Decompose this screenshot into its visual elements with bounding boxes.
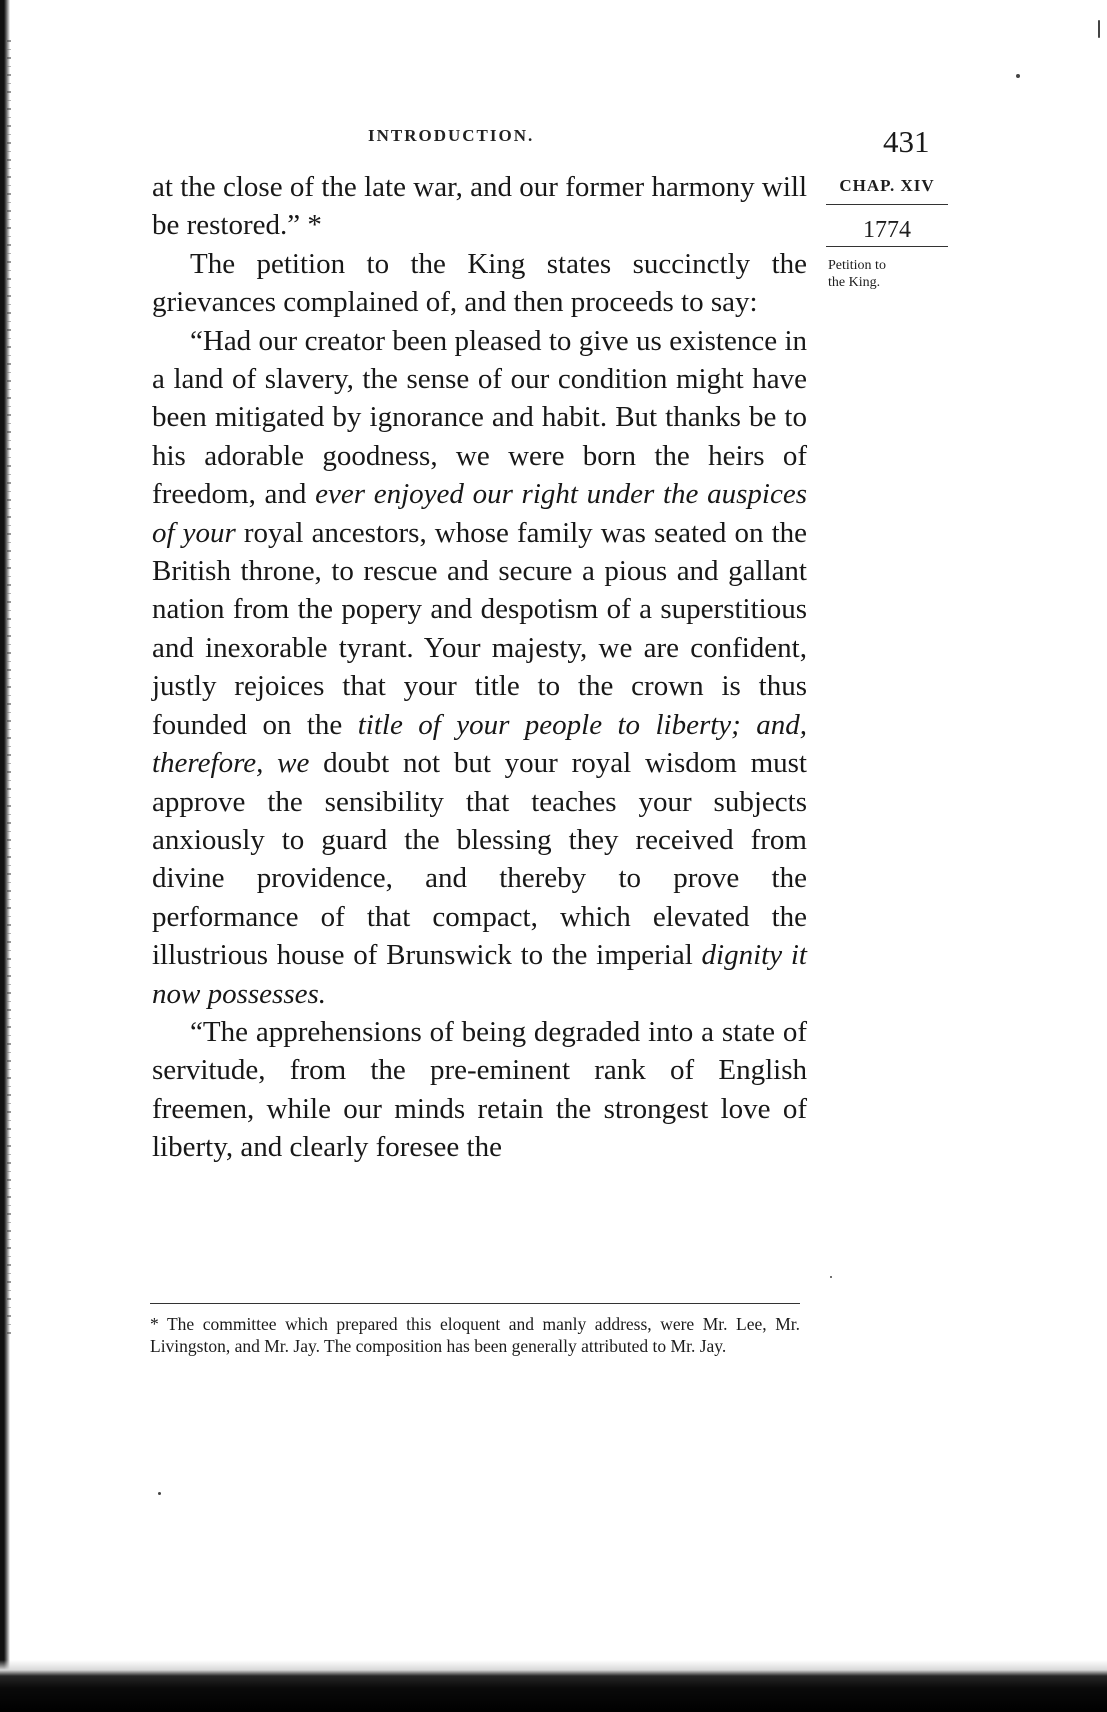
scan-speck [1098,20,1100,38]
paragraph-3 [152,322,807,1013]
page-edge-shadow [0,1660,1107,1712]
year-label: 1774 [826,205,948,247]
paragraph-2: The petition to the King states succinctly the grievances complained of, and then proceeds to say: [152,247,807,319]
footnote: * The committee which prepared this eloquent and manly address, were Mr. Lee, Mr. Livingston, and Mr. Jay. The composition has been generally attributed to Mr. Jay. [150,1314,800,1356]
sidenote [826,247,948,291]
paragraph-4: “The apprehensions of being degraded into a state of servitude, from the pre-eminent rank of English freemen, while our minds retain the strongest love of liberty, and clearly foresee the [152,1015,807,1164]
scan-speck [1016,74,1020,78]
binding-gutter-texture [7,40,11,1340]
paragraph-3-italic-a: ever enjoyed our right under the auspices of your [152,478,807,549]
paragraph-3-italic-c: dignity it now possesses. [152,939,807,1010]
page-number: 431 [883,124,930,159]
scan-speck [158,1492,161,1495]
sidenote-line-2: the King. [828,275,881,290]
paragraph-3-part-c: royal ancestors, whose family was seated on the British throne, to rescue and secure a pious and gallant nation from the popery and despotism of a superstitious and inexorable tyrant. Your majesty, we are confident, justly rejoices that your title to the crown is thus founded on the [152,516,808,741]
chapter-label: CHAP. XIV [826,176,948,205]
margin-notes [826,176,948,291]
running-head: INTRODUCTION. [368,126,535,145]
paragraph-3-part-a: “Had our creator been pleased to give us existence in a land of slavery, the sense of our condition might have been mitigated by ignorance and habit. But thanks be to his adorable goodness, we were born the heirs of freedom, and [152,324,807,511]
paragraph-3-italic-b: title of your people to liberty; and, therefore, we [152,708,807,780]
body-text [152,168,807,1167]
paragraph-3-part-e: doubt not but your royal wisdom must approve the sensibility that teaches your subjects anxiously to guard the blessing they received from divine providence, and thereby to prove the performance of that compact, which elevated the illustrious house of Brunswick to the imperial [152,747,807,972]
paragraph-1: at the close of the late war, and our former harmony will be restored.” * [152,171,807,242]
sidenote-line-1: Petition to [828,258,886,273]
scan-speck [830,1276,832,1278]
footnote-rule [150,1303,800,1304]
